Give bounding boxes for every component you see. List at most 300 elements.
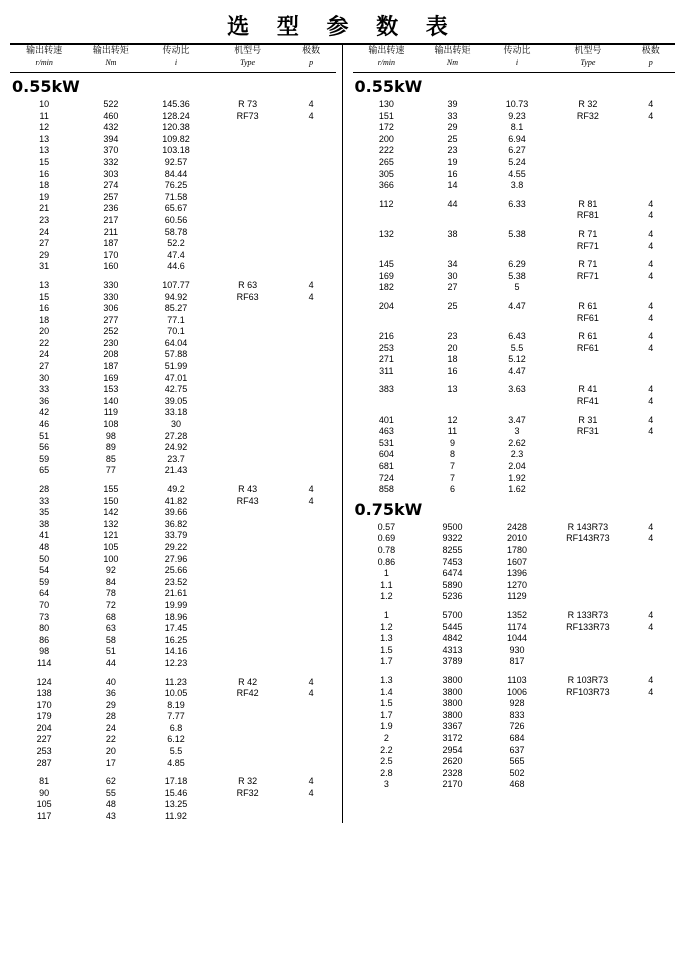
table-row xyxy=(10,788,336,800)
cell-poles xyxy=(627,645,675,657)
cell-ratio: 42.75 xyxy=(164,384,188,395)
cell-output-speed: 681 xyxy=(378,461,394,472)
table-row xyxy=(353,522,676,534)
cell-output-speed: 80 xyxy=(39,623,50,634)
cell-output-torque: 2328 xyxy=(442,767,463,778)
cell-output-torque: 140 xyxy=(103,395,119,406)
cell-type xyxy=(209,396,287,408)
cell-type xyxy=(209,203,287,215)
cell-poles xyxy=(287,554,336,566)
cell-ratio: 71.58 xyxy=(164,191,188,202)
cell-ratio: 5 xyxy=(514,282,520,293)
cell-poles xyxy=(627,473,675,485)
cell-output-speed: 56 xyxy=(39,442,50,453)
cell-type xyxy=(209,384,287,396)
table-row xyxy=(10,811,336,823)
cell-output-torque: 7 xyxy=(449,461,455,472)
table-row xyxy=(10,465,336,477)
cell-output-torque: 20 xyxy=(105,746,116,757)
cell-output-torque: 7 xyxy=(449,472,455,483)
cell-ratio: 2010 xyxy=(506,533,527,544)
table-row xyxy=(353,259,676,271)
cell-output-torque: 252 xyxy=(103,326,119,337)
table-row xyxy=(10,192,336,204)
cell-type xyxy=(549,169,626,181)
cell-poles xyxy=(627,698,675,710)
cell-poles xyxy=(287,623,336,635)
cell-ratio: 833 xyxy=(509,709,525,720)
cell-ratio: 39.05 xyxy=(164,395,188,406)
cell-output-speed: 1.9 xyxy=(380,721,393,732)
table-row xyxy=(353,656,676,668)
cell-output-speed: 1.1 xyxy=(380,579,393,590)
table-row xyxy=(10,303,336,315)
cell-output-torque: 40 xyxy=(105,676,116,687)
cell-output-torque: 13 xyxy=(447,384,458,395)
cell-poles: 4 xyxy=(648,342,654,353)
cell-poles xyxy=(287,303,336,315)
power-rating-heading: 0.55kW xyxy=(12,77,80,96)
cell-output-speed xyxy=(353,210,421,222)
table-row xyxy=(353,426,676,438)
table-row xyxy=(10,396,336,408)
table-row xyxy=(10,635,336,647)
cell-ratio: 60.56 xyxy=(164,214,188,225)
cell-poles xyxy=(627,710,675,722)
table-row xyxy=(10,565,336,577)
cell-poles xyxy=(627,484,675,496)
table-row xyxy=(10,180,336,192)
cell-output-torque: 20 xyxy=(447,342,458,353)
cell-ratio: 15.46 xyxy=(164,787,188,798)
cell-ratio: 145.36 xyxy=(162,99,190,109)
cell-output-torque: 68 xyxy=(105,611,116,622)
cell-output-speed: 253 xyxy=(36,746,52,757)
header-ratio: 传动比 xyxy=(503,46,531,56)
table-row xyxy=(353,229,676,241)
cell-ratio xyxy=(485,210,550,222)
cell-type xyxy=(549,145,626,157)
cell-output-torque: 23 xyxy=(447,145,458,156)
cell-type xyxy=(209,465,287,477)
table-row xyxy=(353,343,676,355)
cell-ratio: 21.61 xyxy=(164,588,188,599)
cell-poles: 4 xyxy=(308,484,314,494)
cell-output-torque: 100 xyxy=(103,553,119,564)
cell-output-speed: 145 xyxy=(378,259,394,270)
table-columns xyxy=(10,45,675,823)
cell-type xyxy=(549,438,626,450)
page-title-wrap xyxy=(10,10,675,45)
cell-output-speed: 383 xyxy=(378,384,394,395)
cell-output-speed: 0.69 xyxy=(377,533,396,544)
table-row xyxy=(10,530,336,542)
table-row xyxy=(10,326,336,338)
cell-output-speed: 105 xyxy=(36,799,52,810)
cell-poles xyxy=(287,646,336,658)
cell-type xyxy=(209,303,287,315)
right-sections xyxy=(353,77,676,791)
cell-output-speed: 1.3 xyxy=(380,674,393,685)
table-row xyxy=(353,210,676,222)
cell-poles: 4 xyxy=(648,609,654,620)
cell-ratio: 17.45 xyxy=(164,623,188,634)
cell-poles: 4 xyxy=(648,259,654,270)
cell-type xyxy=(209,519,287,531)
cell-poles xyxy=(287,700,336,712)
cell-output-torque: 84 xyxy=(105,576,116,587)
cell-output-torque: 2170 xyxy=(442,779,463,790)
cell-output-torque: 27 xyxy=(447,282,458,293)
cell-type xyxy=(209,215,287,227)
cell-poles xyxy=(287,192,336,204)
cell-type xyxy=(209,723,287,735)
table-row xyxy=(353,313,676,325)
cell-output-torque: 33 xyxy=(447,110,458,121)
cell-output-speed: 46 xyxy=(39,419,50,430)
cell-output-torque: 108 xyxy=(103,419,119,430)
header-torque: 输出转矩 xyxy=(92,46,129,56)
cell-output-speed: 169 xyxy=(378,270,394,281)
cell-output-torque: 6474 xyxy=(442,568,463,579)
cell-output-torque: 89 xyxy=(105,442,116,453)
cell-type: RF73 xyxy=(236,110,259,121)
table-row xyxy=(10,145,336,157)
cell-output-torque: 187 xyxy=(103,361,119,372)
cell-type xyxy=(209,192,287,204)
cell-type xyxy=(549,756,626,768)
cell-poles xyxy=(627,745,675,757)
cell-poles xyxy=(287,635,336,647)
table-row xyxy=(353,134,676,146)
cell-output-torque: 6 xyxy=(449,484,455,495)
cell-poles xyxy=(627,768,675,780)
table-row xyxy=(10,419,336,431)
cell-output-speed: 13 xyxy=(39,279,50,290)
cell-output-speed: 1 xyxy=(383,568,389,579)
cell-ratio: 8.1 xyxy=(510,122,524,133)
cell-output-speed: 305 xyxy=(378,168,394,179)
table-row xyxy=(353,122,676,134)
table-row xyxy=(353,768,676,780)
cell-poles xyxy=(287,577,336,589)
header-speed: 输出转速 xyxy=(368,46,405,56)
cell-ratio: 51.99 xyxy=(164,361,188,372)
table-row xyxy=(10,431,336,443)
table-row xyxy=(10,496,336,508)
cell-poles: 4 xyxy=(308,688,314,699)
cell-output-speed: 2.2 xyxy=(380,744,393,755)
cell-output-torque: 236 xyxy=(103,203,119,214)
cell-poles: 4 xyxy=(648,228,654,239)
cell-output-torque: 78 xyxy=(105,588,116,599)
group-separator xyxy=(353,252,676,259)
cell-ratio: 76.25 xyxy=(164,180,188,191)
cell-output-speed: 24 xyxy=(39,349,50,360)
cell-output-torque: 5890 xyxy=(442,579,463,590)
cell-type: RF41 xyxy=(576,396,599,407)
cell-ratio: 6.29 xyxy=(508,259,526,270)
cell-poles: 4 xyxy=(308,110,314,121)
cell-poles xyxy=(287,431,336,443)
cell-output-speed: 48 xyxy=(39,541,50,552)
cell-ratio: 5.38 xyxy=(508,228,526,239)
cell-poles xyxy=(287,203,336,215)
power-rating-heading: 0.75kW xyxy=(354,499,423,519)
cell-ratio: 47.01 xyxy=(164,372,188,383)
cell-ratio: 4.55 xyxy=(508,168,526,179)
table-row xyxy=(353,675,676,687)
cell-output-torque: 9322 xyxy=(442,533,463,544)
cell-poles xyxy=(287,261,336,273)
cell-output-torque: 5700 xyxy=(442,609,463,620)
table-row xyxy=(10,507,336,519)
cell-output-torque: 63 xyxy=(105,623,116,634)
cell-output-torque: 28 xyxy=(105,711,116,722)
cell-type xyxy=(549,768,626,780)
cell-output-speed: 15 xyxy=(39,156,50,167)
cell-poles xyxy=(287,250,336,262)
cell-ratio: 23.52 xyxy=(164,576,188,587)
cell-ratio: 817 xyxy=(509,656,525,667)
cell-poles xyxy=(627,145,675,157)
cell-type: R 32 xyxy=(578,99,598,109)
table-row xyxy=(353,745,676,757)
cell-ratio: 6.94 xyxy=(508,133,526,144)
cell-poles: 4 xyxy=(648,533,654,544)
cell-output-torque: 370 xyxy=(103,145,119,156)
cell-ratio: 5.24 xyxy=(508,156,526,167)
cell-poles xyxy=(287,565,336,577)
table-row xyxy=(10,588,336,600)
cell-output-speed: 1.2 xyxy=(380,621,393,632)
cell-ratio xyxy=(485,313,550,325)
cell-type: R 73 xyxy=(238,99,258,109)
cell-output-speed: 1.4 xyxy=(380,686,393,697)
cell-output-torque: 77 xyxy=(105,465,116,476)
cell-output-speed: 16 xyxy=(39,168,50,179)
cell-output-speed: 172 xyxy=(378,122,394,133)
cell-poles: 4 xyxy=(308,99,314,109)
cell-ratio: 1103 xyxy=(507,674,527,685)
cell-poles xyxy=(627,449,675,461)
cell-output-speed: 1.7 xyxy=(380,709,393,720)
cell-poles: 4 xyxy=(308,279,314,290)
cell-ratio: 6.33 xyxy=(508,198,526,209)
cell-output-speed: 98 xyxy=(39,646,50,657)
group-separator xyxy=(353,408,676,415)
cell-type xyxy=(209,588,287,600)
header-rule xyxy=(10,72,336,73)
cell-poles xyxy=(287,180,336,192)
cell-ratio: 1396 xyxy=(506,568,527,579)
table-row xyxy=(10,215,336,227)
cell-type xyxy=(209,600,287,612)
cell-output-torque: 217 xyxy=(103,214,119,225)
header-type: 机型号 xyxy=(574,46,602,56)
group-separator xyxy=(353,668,676,675)
table-row xyxy=(353,157,676,169)
table-row xyxy=(353,622,676,634)
cell-output-speed: 73 xyxy=(39,611,50,622)
cell-type xyxy=(549,721,626,733)
cell-poles: 4 xyxy=(648,686,654,697)
table-row xyxy=(10,134,336,146)
cell-ratio: 3.47 xyxy=(508,414,526,425)
cell-ratio: 684 xyxy=(509,732,525,743)
cell-output-speed: 0.78 xyxy=(377,545,396,555)
cell-type: R 103R73 xyxy=(567,674,609,685)
cell-type xyxy=(209,157,287,169)
cell-ratio: 14.16 xyxy=(164,646,188,657)
cell-type xyxy=(549,698,626,710)
table-row xyxy=(353,687,676,699)
cell-type xyxy=(549,484,626,496)
cell-output-speed: 463 xyxy=(378,426,394,437)
table-row xyxy=(10,203,336,215)
table-row xyxy=(353,331,676,343)
cell-type: R 71 xyxy=(578,259,598,270)
cell-poles: 4 xyxy=(648,384,654,395)
cell-output-torque: 230 xyxy=(103,337,119,348)
cell-output-speed xyxy=(353,396,421,408)
cell-type xyxy=(209,554,287,566)
cell-output-speed: 81 xyxy=(39,776,50,787)
cell-output-speed: 132 xyxy=(378,228,394,239)
cell-output-speed: 23 xyxy=(39,214,50,225)
group-separator xyxy=(10,477,336,484)
cell-output-torque: 330 xyxy=(103,291,119,302)
cell-output-torque: 19 xyxy=(447,156,458,167)
cell-ratio: 930 xyxy=(509,644,525,655)
cell-poles xyxy=(287,122,336,134)
cell-output-speed: 22 xyxy=(39,337,50,348)
cell-output-speed: 204 xyxy=(378,300,394,311)
cell-ratio: 16.25 xyxy=(164,634,188,645)
cell-poles: 4 xyxy=(648,621,654,632)
cell-output-torque: 187 xyxy=(103,238,119,249)
cell-poles xyxy=(627,157,675,169)
cell-ratio: 19.99 xyxy=(164,599,188,610)
cell-type xyxy=(549,354,626,366)
cell-output-torque: 14 xyxy=(447,180,458,191)
cell-poles: 4 xyxy=(648,414,654,425)
cell-type xyxy=(209,811,287,823)
cell-output-torque: 22 xyxy=(105,734,116,745)
cell-poles: 4 xyxy=(308,787,314,798)
cell-ratio: 1352 xyxy=(506,609,527,620)
table-row xyxy=(353,756,676,768)
cell-type xyxy=(209,261,287,273)
cell-poles xyxy=(287,734,336,746)
cell-ratio: 27.96 xyxy=(164,553,188,564)
spec-table xyxy=(353,522,676,791)
table-row xyxy=(353,591,676,603)
cell-output-torque: 12 xyxy=(447,414,458,425)
cell-poles xyxy=(287,238,336,250)
cell-ratio: 41.82 xyxy=(164,495,188,506)
cell-type xyxy=(209,373,287,385)
cell-output-torque: 2620 xyxy=(442,756,463,767)
cell-poles xyxy=(287,338,336,350)
cell-output-torque: 7453 xyxy=(442,556,463,567)
cell-output-torque: 92 xyxy=(105,565,116,576)
cell-type xyxy=(549,656,626,668)
cell-type xyxy=(549,282,626,294)
cell-ratio: 47.4 xyxy=(167,249,185,260)
cell-output-speed: 2.5 xyxy=(380,756,393,767)
cell-output-speed xyxy=(353,241,421,253)
cell-poles xyxy=(287,758,336,770)
cell-output-torque: 211 xyxy=(103,226,119,237)
cell-type xyxy=(209,315,287,327)
cell-output-torque: 119 xyxy=(103,407,119,418)
cell-type xyxy=(209,577,287,589)
cell-ratio: 1129 xyxy=(507,591,527,602)
cell-poles xyxy=(287,658,336,670)
cell-type xyxy=(549,710,626,722)
cell-poles xyxy=(287,746,336,758)
cell-ratio: 5.5 xyxy=(169,746,183,757)
cell-ratio: 11.92 xyxy=(165,811,187,822)
table-row xyxy=(10,407,336,419)
cell-poles xyxy=(627,591,675,603)
header-speed: 输出转速 xyxy=(26,46,63,56)
cell-poles: 4 xyxy=(308,776,314,787)
cell-output-torque: 169 xyxy=(103,372,119,383)
table-row xyxy=(10,799,336,811)
cell-type xyxy=(549,473,626,485)
cell-type xyxy=(209,407,287,419)
cell-output-speed: 2.8 xyxy=(380,767,393,778)
cell-type xyxy=(209,646,287,658)
cell-ratio: 24.92 xyxy=(164,442,188,453)
table-row xyxy=(10,600,336,612)
cell-ratio: 5.5 xyxy=(510,342,524,353)
cell-type xyxy=(549,580,626,592)
cell-type xyxy=(209,238,287,250)
cell-output-torque: 105 xyxy=(103,541,119,552)
table-row xyxy=(10,577,336,589)
cell-ratio: 25.66 xyxy=(164,565,188,576)
table-row xyxy=(353,721,676,733)
group-separator xyxy=(353,377,676,384)
cell-output-speed: 151 xyxy=(378,110,394,121)
cell-output-speed: 18 xyxy=(39,314,50,325)
cell-type xyxy=(209,454,287,466)
group-separator xyxy=(353,192,676,199)
table-row xyxy=(353,568,676,580)
cell-type xyxy=(549,157,626,169)
cell-ratio: 57.88 xyxy=(164,349,188,360)
cell-output-speed: 3 xyxy=(383,779,389,790)
cell-ratio: 11.23 xyxy=(165,676,187,687)
cell-output-speed: 27 xyxy=(39,361,50,372)
cell-poles: 4 xyxy=(648,110,654,121)
left-column xyxy=(10,45,343,823)
cell-poles: 4 xyxy=(648,198,654,209)
cell-type xyxy=(209,145,287,157)
cell-output-speed: 15 xyxy=(39,291,50,302)
cell-output-torque: 153 xyxy=(103,384,119,395)
cell-type: RF31 xyxy=(576,426,599,437)
table-row xyxy=(353,241,676,253)
cell-type: RF43 xyxy=(236,495,259,506)
cell-type: RF63 xyxy=(236,291,259,302)
cell-type xyxy=(209,326,287,338)
left-sections xyxy=(10,77,336,823)
cell-output-speed: 531 xyxy=(378,437,394,448)
